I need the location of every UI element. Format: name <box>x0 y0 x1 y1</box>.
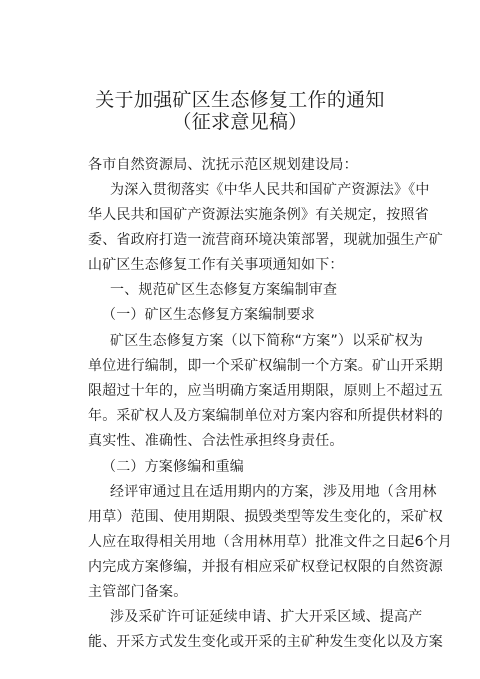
section-heading: 一、规范矿区生态修复方案编制审查 <box>110 282 338 298</box>
salutation: 各市自然资源局、沈抚示范区规划建设局： <box>88 157 358 173</box>
paragraph-line: 真实性、准确性、合法性承担终身责任。 <box>88 433 344 449</box>
paragraph-line: 涉及采矿许可证延续申请、扩大开采区域、提高产 <box>110 609 423 625</box>
paragraph-line: 为深入贯彻落实《中华人民共和国矿产资源法》《中 <box>110 182 430 198</box>
paragraph-line: 限超过十年的，应当明确方案适用期限，原则上不超过五 <box>88 383 443 399</box>
paragraph-line: 主管部门备案。 <box>88 584 188 600</box>
paragraph-line: 用草）范围、使用期限、损毁类型等发生变化的，采矿权 <box>88 509 443 525</box>
paragraph-line: 单位进行编制，即一个采矿权编制一个方案。矿山开采期 <box>88 358 443 374</box>
paragraph-line: 人应在取得相关用地（含用林用草）批准文件之日起6个月 <box>88 534 453 550</box>
paragraph-line: 经评审通过且在适用期内的方案，涉及用地（含用林 <box>110 484 437 500</box>
paragraph-line: 华人民共和国矿产资源法实施条例》有关规定，按照省 <box>88 207 429 223</box>
paragraph-line: 矿区生态修复方案（以下简称“方案”）以采矿权为 <box>110 333 424 349</box>
document-title: 关于加强矿区生态修复工作的通知 <box>95 89 385 111</box>
paragraph-line: 委、省政府打造一流营商环境决策部署，现就加强生产矿 <box>88 232 443 248</box>
document-subtitle: （征求意见稿） <box>172 111 308 133</box>
paragraph-line: 能、开采方式发生变化或开采的主矿种发生变化以及方案 <box>88 634 443 650</box>
subsection-heading: （二）方案修编和重编 <box>102 459 244 475</box>
subsection-heading: （一）矿区生态修复方案编制要求 <box>102 307 315 323</box>
paragraph-line: 山矿区生态修复工作有关事项通知如下： <box>88 257 344 273</box>
paragraph-line: 年。采矿权人及方案编制单位对方案内容和所提供材料的 <box>88 408 443 424</box>
paragraph-line: 内完成方案修编，并报有相应采矿权登记权限的自然资源 <box>88 559 443 575</box>
